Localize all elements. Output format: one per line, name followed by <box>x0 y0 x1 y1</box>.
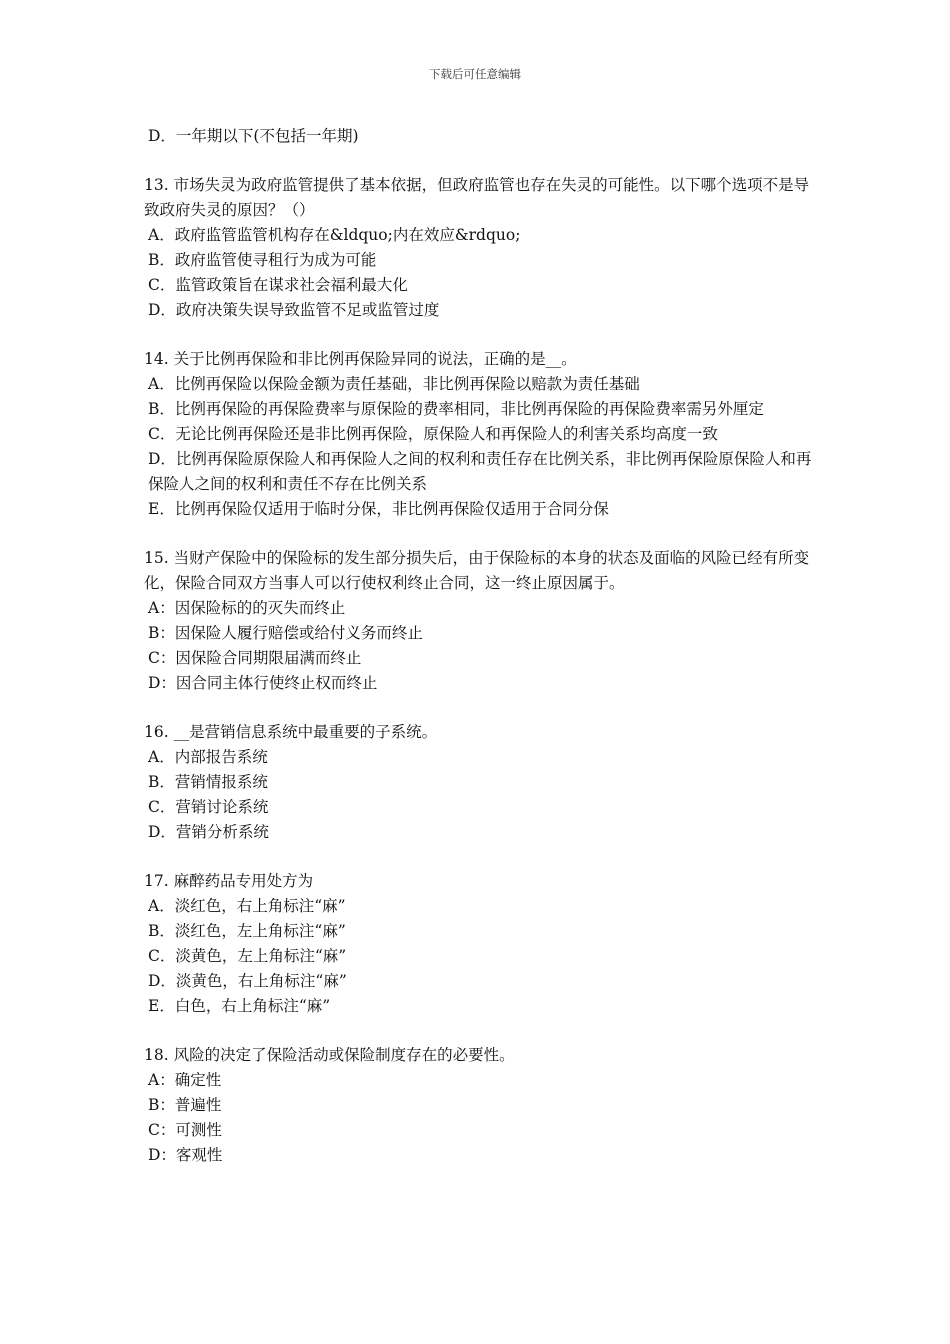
option-a: A．政府监管监管机构存在&ldquo;内在效应&rdquo; <box>148 226 521 244</box>
option-d: D．淡黄色，右上角标注“麻” <box>148 972 347 990</box>
option-a: A．比例再保险以保险金额为责任基础，非比例再保险以赔款为责任基础 <box>148 375 640 393</box>
option-c: C．监管政策旨在谋求社会福利最大化 <box>148 276 408 294</box>
question-18 <box>144 1043 812 1168</box>
option-c: C：因保险合同期限届满而终止 <box>148 649 362 667</box>
question-17 <box>144 869 812 1019</box>
option-b: B．比例再保险的再保险费率与原保险的费率相同，非比例再保险的再保险费率需另外厘定 <box>148 400 764 418</box>
question-13 <box>144 173 812 323</box>
question-stem: 18. 风险的决定了保险活动或保险制度存在的必要性。 <box>144 1046 515 1064</box>
option-c: C：可测性 <box>148 1121 222 1139</box>
option-a: A．淡红色，右上角标注“麻” <box>148 897 346 915</box>
option-d: D：客观性 <box>148 1146 223 1164</box>
document-body <box>144 124 812 1168</box>
option-a: A：确定性 <box>148 1071 222 1089</box>
spacer <box>144 149 812 173</box>
option-e: E．比例再保险仅适用于临时分保，非比例再保险仅适用于合同分保 <box>148 500 609 518</box>
option-c: C．淡黄色，左上角标注“麻” <box>148 947 347 965</box>
option-d: D．政府决策失误导致监管不足或监管过度 <box>148 301 440 319</box>
option-b: B：普遍性 <box>148 1096 222 1114</box>
spacer <box>144 522 812 546</box>
question-15 <box>144 546 812 696</box>
option-b: B：因保险人履行赔偿或给付义务而终止 <box>148 624 423 642</box>
question-stem: 13. 市场失灵为政府监管提供了基本依据，但政府监管也存在失灵的可能性。以下哪个选项不是导致政府失灵的原因？（） <box>144 176 810 219</box>
page-header: 下载后可任意编辑 <box>429 67 521 81</box>
option-b: B．营销情报系统 <box>148 773 268 791</box>
question-16 <box>144 720 812 845</box>
option-d: D．比例再保险原保险人和再保险人之间的权利和责任存在比例关系，非比例再保险原保险人和再保险人之间的权利和责任不存在比例关系 <box>148 450 812 493</box>
spacer <box>144 845 812 869</box>
question-stem: 16. __是营销信息系统中最重要的子系统。 <box>144 723 438 741</box>
question-14 <box>144 347 812 522</box>
question-stem: 17. 麻醉药品专用处方为 <box>144 872 314 890</box>
spacer <box>144 696 812 720</box>
option-b: B．淡红色，左上角标注“麻” <box>148 922 346 940</box>
question-stem: 14. 关于比例再保险和非比例再保险异同的说法，正确的是__。 <box>144 350 577 368</box>
option-d-prev: D．一年期以下(不包括一年期) <box>148 127 359 145</box>
spacer <box>144 323 812 347</box>
option-c: C．营销讨论系统 <box>148 798 269 816</box>
option-a: A．内部报告系统 <box>148 748 268 766</box>
option-d: D：因合同主体行使终止权而终止 <box>148 674 378 692</box>
option-e: E．白色，右上角标注“麻” <box>148 997 331 1015</box>
option-b: B．政府监管使寻租行为成为可能 <box>148 251 377 269</box>
option-d: D．营销分析系统 <box>148 823 269 841</box>
question-stem: 15. 当财产保险中的保险标的发生部分损失后，由于保险标的本身的状态及面临的风险已经有所变化，保险合同双方当事人可以行使权利终止合同，这一终止原因属于。 <box>144 549 810 592</box>
spacer <box>144 1019 812 1043</box>
option-a: A：因保险标的的灭失而终止 <box>148 599 346 617</box>
option-c: C．无论比例再保险还是非比例再保险，原保险人和再保险人的利害关系均高度一致 <box>148 425 718 443</box>
